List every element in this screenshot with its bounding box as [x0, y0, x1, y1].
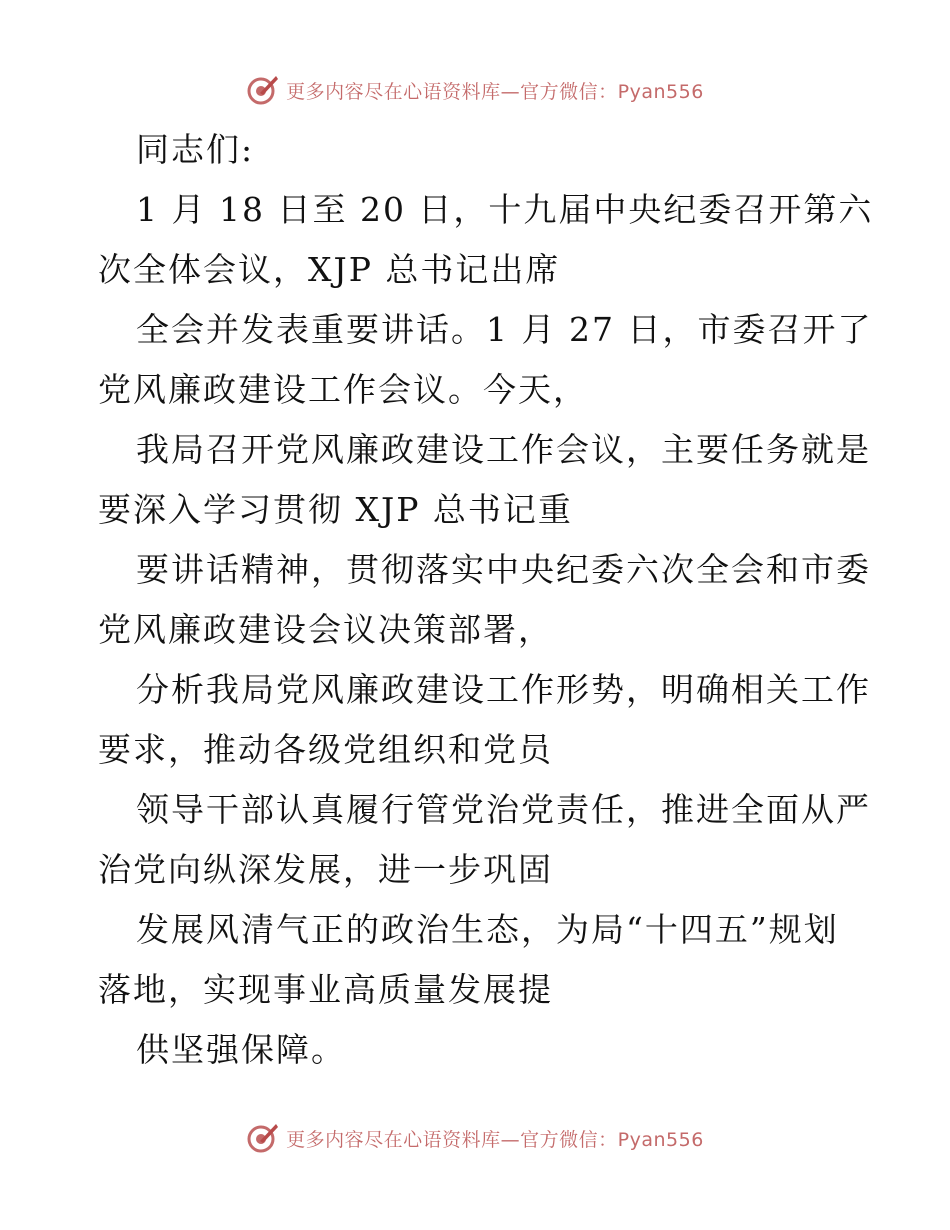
text-line: 次全体会议，XJP 总书记出席 — [98, 250, 561, 289]
watermark-text: 更多内容尽在心语资料库—官方微信：Pyan556 — [286, 80, 704, 103]
text-line: 领导干部认真履行管党治党责任，推进全面从严 — [136, 790, 871, 829]
document-body — [98, 120, 874, 1080]
quill-circle-icon — [246, 1121, 280, 1155]
text-line: 治党向纵深发展，进一步巩固 — [98, 850, 553, 889]
text-line: 要讲话精神，贯彻落实中央纪委六次全会和市委 — [136, 550, 871, 589]
header-watermark — [0, 70, 950, 110]
text-line: 全会并发表重要讲话。1 月 27 日，市委召开了 — [136, 310, 873, 349]
quill-circle-icon — [246, 73, 280, 107]
footer-watermark — [0, 1118, 950, 1158]
watermark-text: 更多内容尽在心语资料库—官方微信：Pyan556 — [286, 1128, 704, 1151]
text-line: 供坚强保障。 — [136, 1030, 346, 1069]
text-line: 同志们: — [136, 130, 255, 169]
text-line: 落地，实现事业高质量发展提 — [98, 970, 553, 1009]
text-line: 发展风清气正的政治生态，为局“十四五”规划 — [136, 910, 839, 949]
text-line: 要深入学习贯彻 XJP 总书记重 — [98, 490, 573, 529]
text-line: 党风廉政建设工作会议。今天， — [98, 370, 588, 409]
text-line: 分析我局党风廉政建设工作形势，明确相关工作 — [136, 670, 871, 709]
text-line: 要求，推动各级党组织和党员 — [98, 730, 553, 769]
text-line: 党风廉政建设会议决策部署， — [98, 610, 553, 649]
text-line: 1 月 18 日至 20 日，十九届中央纪委召开第六 — [136, 190, 874, 229]
text-line: 我局召开党风廉政建设工作会议，主要任务就是 — [136, 430, 871, 469]
